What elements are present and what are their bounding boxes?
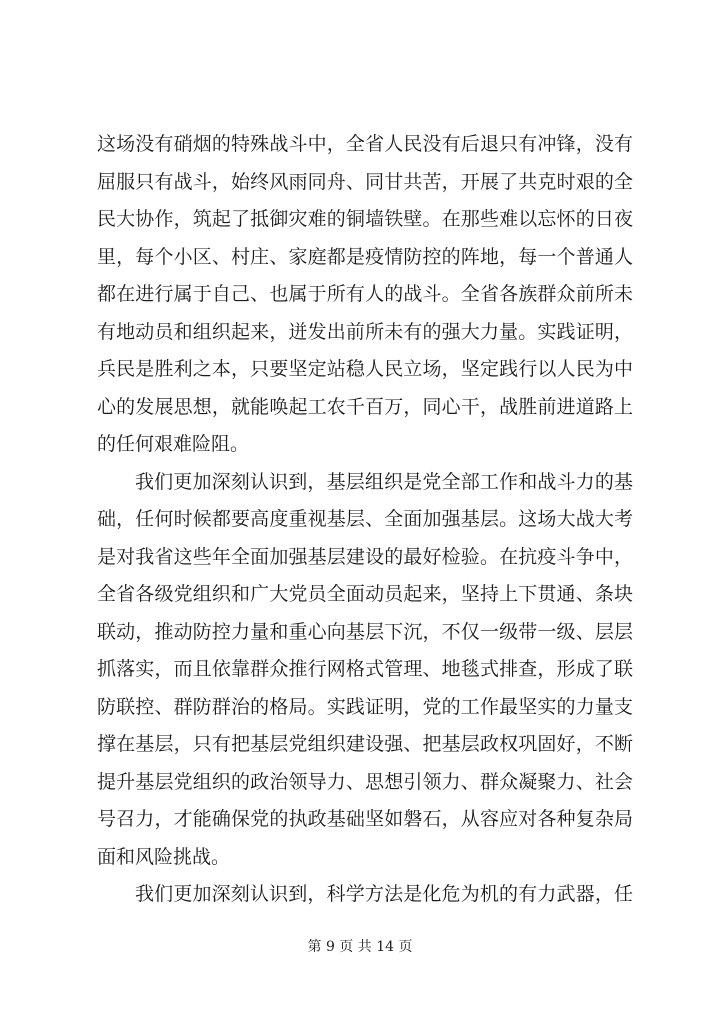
text-line: 里，每个小区、村庄、家庭都是疫情防控的阵地，每一个普通人	[97, 245, 633, 268]
text-line: 的任何艰难险阻。	[97, 433, 250, 455]
text-line: 是对我省这些年全面加强基层建设的最好检验。在抗疫斗争中，	[97, 545, 633, 568]
text-line: 抓落实，而且依靠群众推行网格式管理、地毯式排查，形成了联	[97, 658, 633, 680]
text-line: 心的发展思想，就能唤起工农千百万，同心干，战胜前进道路上	[97, 395, 633, 418]
text-line: 联动，推动防控力量和重心向基层下沉，不仅一级带一级、层层	[97, 620, 633, 643]
text-line: 面和风险挑战。	[97, 845, 231, 868]
paragraph-start-line: 我们更加深刻认识到，基层组织是党全部工作和战斗力的基	[135, 470, 633, 493]
page-footer	[0, 936, 720, 956]
text-line: 兵民是胜利之本，只要坚定站稳人民立场，坚定践行以人民为中	[97, 358, 633, 380]
text-line: 有地动员和组织起来，迸发出前所未有的强大力量。实践证明，	[97, 320, 633, 343]
text-line: 屈服只有战斗，始终风雨同舟、同甘共苦，开展了共克时艰的全	[97, 170, 633, 193]
text-line: 都在进行属于自己、也属于所有人的战斗。全省各族群众前所未	[97, 283, 633, 305]
text-line: 撑在基层，只有把基层党组织建设强、把基层政权巩固好，不断	[97, 733, 633, 755]
document-body	[97, 126, 633, 914]
text-line: 这场没有硝烟的特殊战斗中，全省人民没有后退只有冲锋，没有	[97, 133, 633, 155]
paragraph-start-line: 我们更加深刻认识到，科学方法是化危为机的有力武器，任	[135, 883, 633, 905]
text-line: 号召力，才能确保党的执政基础坚如磐石，从容应对各种复杂局	[97, 808, 633, 830]
text-line: 全省各级党组织和广大党员全面动员起来，坚持上下贯通、条块	[97, 583, 633, 605]
text-line: 民大协作，筑起了抵御灾难的铜墙铁壁。在那些难以忘怀的日夜	[97, 208, 633, 230]
page-number-label: 第 9 页 共 14 页	[307, 939, 413, 955]
text-line: 防联控、群防群治的格局。实践证明，党的工作最坚实的力量支	[97, 695, 633, 718]
text-line: 础，任何时候都要高度重视基层、全面加强基层。这场大战大考	[97, 508, 633, 530]
text-line: 提升基层党组织的政治领导力、思想引领力、群众凝聚力、社会	[97, 770, 633, 793]
